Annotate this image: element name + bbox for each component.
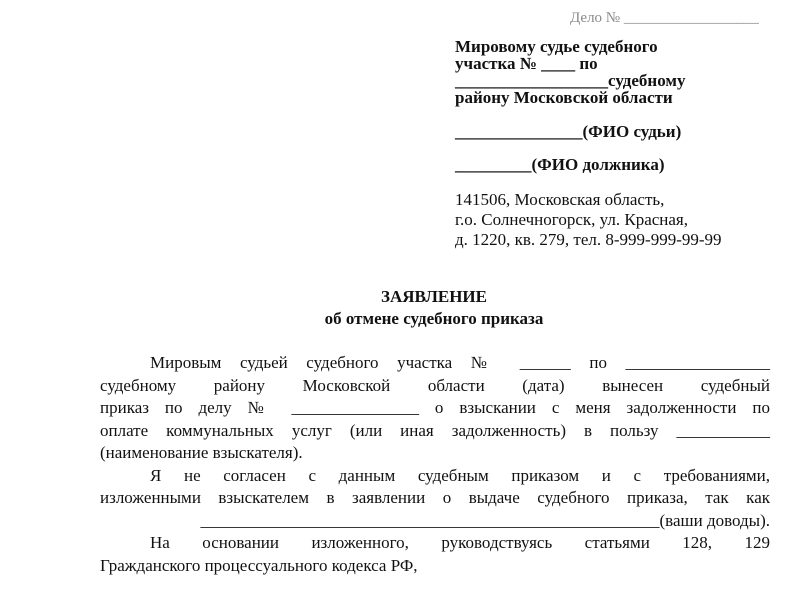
body-line: ______________________________________________________(ваши доводы). <box>200 510 770 530</box>
body-line: Мировым судьей судебного участка № ______ по _________________ <box>150 353 770 372</box>
case-number: Дело № __________________ <box>570 10 759 26</box>
addressee-block <box>455 38 785 106</box>
addressee-line: участка № ____ по <box>455 54 598 73</box>
body-line: Я не согласен с данным судебным приказом и с требованиями, <box>150 465 770 485</box>
address-line: г.о. Солнечногорск, ул. Красная, <box>455 210 689 229</box>
body-line: Гражданского процессуального кодекса РФ, <box>100 555 418 575</box>
body-line: приказ по делу № _______________ о взыскании с меня задолженности по <box>100 398 770 417</box>
title-main: ЗАЯВЛЕНИЕ <box>380 287 487 306</box>
debtor-address <box>455 190 785 250</box>
judge-name-field: _______________(ФИО судьи) <box>455 122 682 141</box>
address-line: 141506, Московская область, <box>455 190 665 209</box>
body-line: судебному району Московской области (дата) вынесен судебный <box>100 375 770 395</box>
document-body <box>100 352 770 577</box>
body-line: (наименование взыскателя). <box>100 443 303 462</box>
addressee-line: району Московской области <box>455 88 673 107</box>
document-title <box>0 286 800 330</box>
body-line: оплате коммунальных услуг (или иная задолженность) в пользу ___________ <box>100 420 770 440</box>
addressee-line: Мировому судье судебного <box>455 37 658 56</box>
debtor-name-field: _________(ФИО должника) <box>455 155 665 174</box>
address-line: д. 1220, кв. 279, тел. 8-999-999-99-99 <box>455 230 722 249</box>
addressee-line: __________________судебному <box>455 71 686 90</box>
title-sub: об отмене судебного приказа <box>324 309 544 328</box>
body-line: На основании изложенного, руководствуясь статьями 128, 129 <box>150 533 770 552</box>
body-line: изложенными взыскателем в заявлении о выдаче судебного приказа, так как <box>100 488 770 507</box>
